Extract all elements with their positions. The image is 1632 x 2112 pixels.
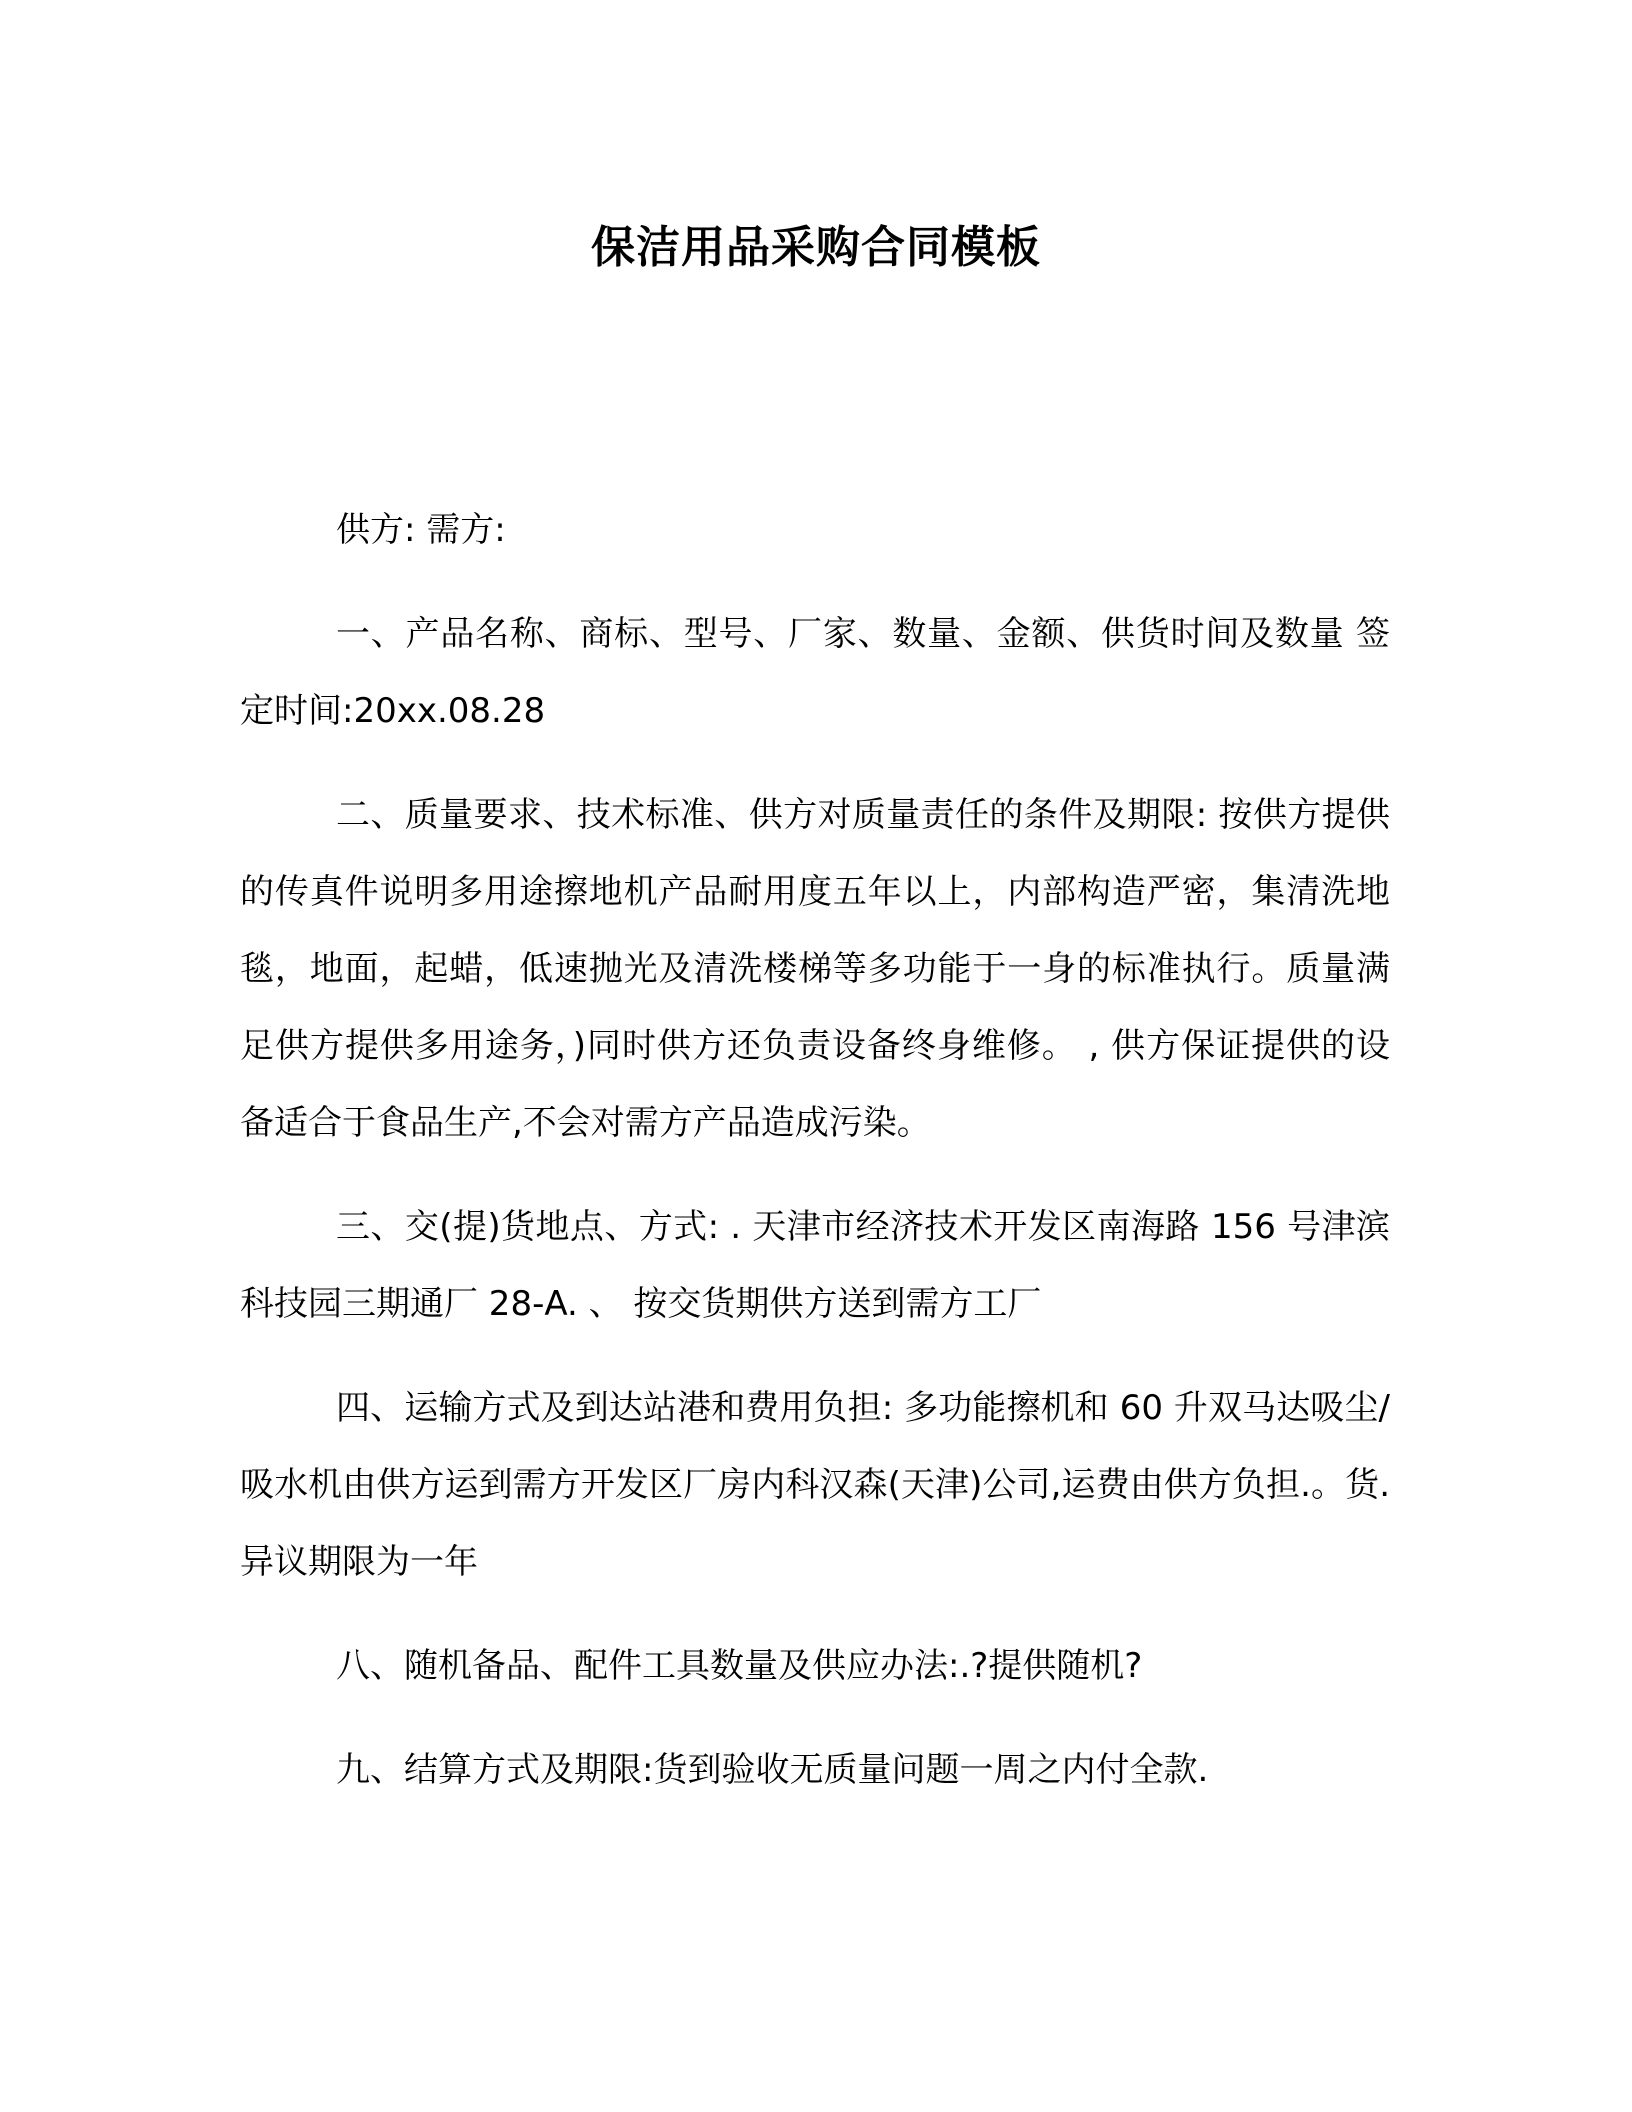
paragraph-1-product-info: 一、产品名称、商标、型号、厂家、数量、金额、供货时间及数量 签定时间:20xx.08.28 — [240, 614, 1390, 731]
paragraph-4-transport: 四、运输方式及到达站港和费用负担: 多功能擦机和 60 升双马达吸尘/吸水机由供方运到需方开发区厂房内科汉森(天津)公司,运费由供方负担.。货. 异议期限为一年 — [240, 1388, 1390, 1582]
paragraph-2-quality: 二、质量要求、技术标准、供方对质量责任的条件及期限: 按供方提供的传真件说明多用途擦地机产品耐用度五年以上，内部构造严密，集清洗地毯，地面，起蜡，低速抛光及清洗楼梯等多功能于一身的标准执行。质量满足供方提供多用途务，)同时供方还负责设备终身维修。 , 供方保证提供的设备适合于食品生产,不会对需方产品造成污染。 — [240, 795, 1390, 1143]
document-body — [240, 492, 1390, 1836]
paragraph-9-settlement: 九、结算方式及期限:货到验收无质量问题一周之内付全款. — [336, 1750, 1209, 1790]
document-title: 保洁用品采购合同模板 — [591, 222, 1041, 273]
paragraph-8-spare-parts: 八、随机备品、配件工具数量及供应办法:.?提供随机? — [336, 1646, 1143, 1686]
paragraph-3-delivery: 三、交(提)货地点、方式: . 天津市经济技术开发区南海路 156 号津滨科技园三期通厂 28-A. 、 按交货期供方送到需方工厂 — [240, 1207, 1390, 1324]
paragraph-parties: 供方: 需方: — [336, 510, 506, 550]
